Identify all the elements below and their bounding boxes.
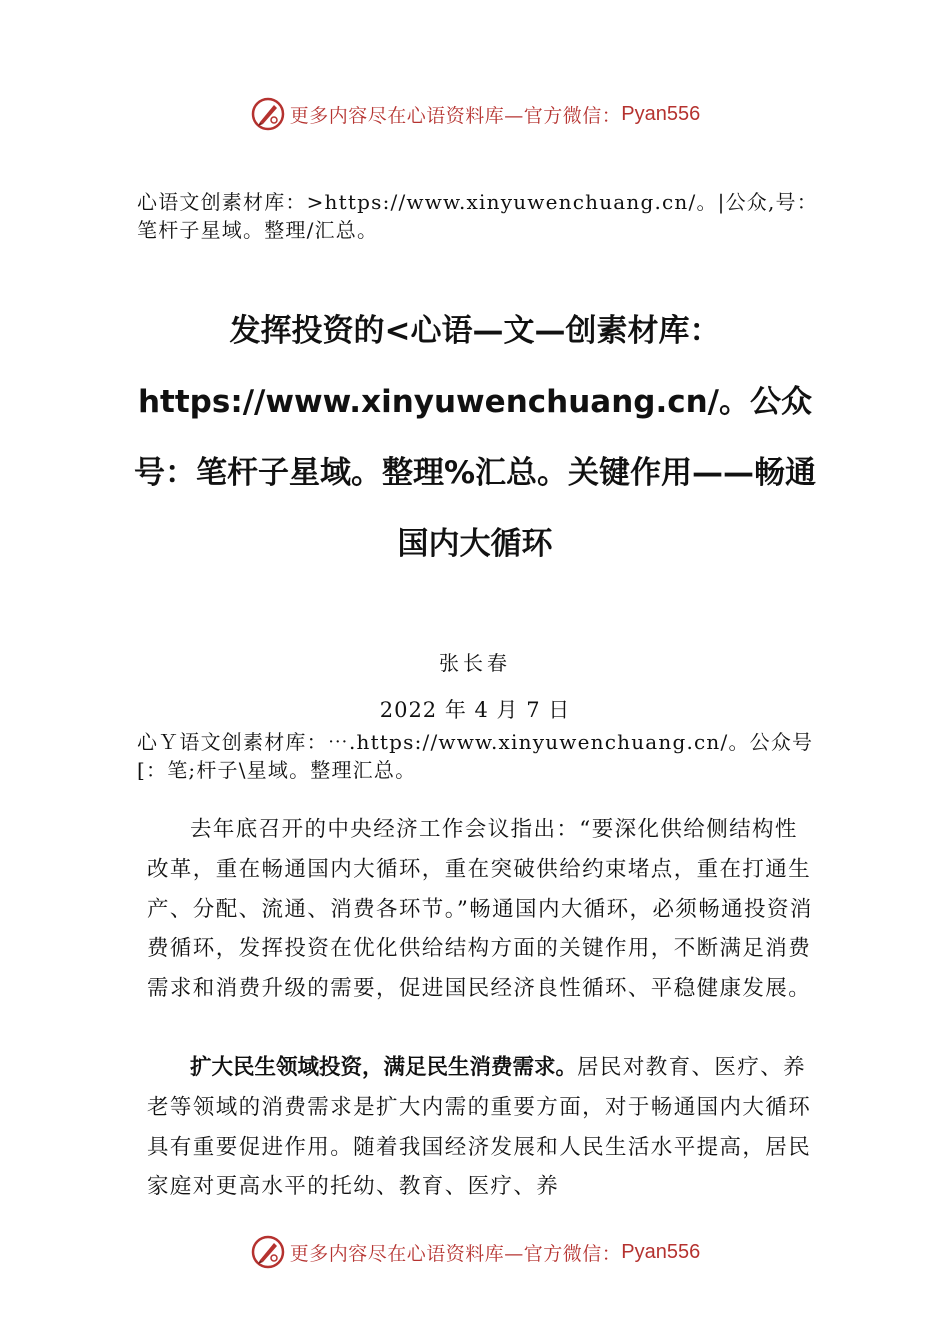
publish-date: 2022 年 4 月 7 日 [379, 698, 571, 722]
paragraph-lead: 扩大民生领域投资，满足民生消费需求。 [190, 1055, 578, 1080]
paragraph [147, 1048, 819, 1206]
banner-text: 更多内容尽在心语资料库—官方微信： [289, 104, 622, 127]
sub-note: 心Ｙ语文创素材库：⋯.https://www.xinyuwenchuang.cn/。公众号[：笔;杆子\星域。整理汇总。 [137, 730, 814, 782]
paragraph: 去年底召开的中央经济工作会议指出：“要深化供给侧结构性改革，重在畅通国内大循环，重在突破供给约束堵点，重在打通生产、分配、流通、消费各环节。”畅通国内大循环，必须畅通投资消费循环，发挥投资在优化供给结构方面的关键作用，不断满足消费需求和消费升级的需要，促进国民经济良性循环、平稳健康发展。 [147, 817, 813, 1002]
banner-wechat-id: Pyan556 [621, 1240, 701, 1263]
article-title: 发挥投资的<心语—文—创素材库：https://www.xinyuwenchuang.cn/。公众号：笔杆子星域。整理%汇总。关键作用——畅通国内大循环 [133, 313, 817, 562]
banner-text: 更多内容尽在心语资料库—官方微信： [289, 1242, 622, 1265]
author: 张长春 [439, 651, 511, 675]
paragraph-body: 居民对教育、医疗、养老等领域的消费需求是扩大内需的重要方面，对于畅通国内大循环具有重要促进作用。随着我国经济发展和人民生活水平提高，居民家庭对更高水平的托幼、教育、医疗、养 [147, 1055, 812, 1200]
banner-wechat-id: Pyan556 [621, 102, 701, 125]
pen-logo-icon [250, 1234, 286, 1270]
header-banner [0, 94, 950, 134]
header-note: 心语文创素材库：>https://www.xinyuwenchuang.cn/。|公众,号：笔杆子星域。整理/汇总。 [137, 190, 818, 242]
footer-banner [0, 1232, 950, 1272]
pen-logo-icon [250, 96, 286, 132]
